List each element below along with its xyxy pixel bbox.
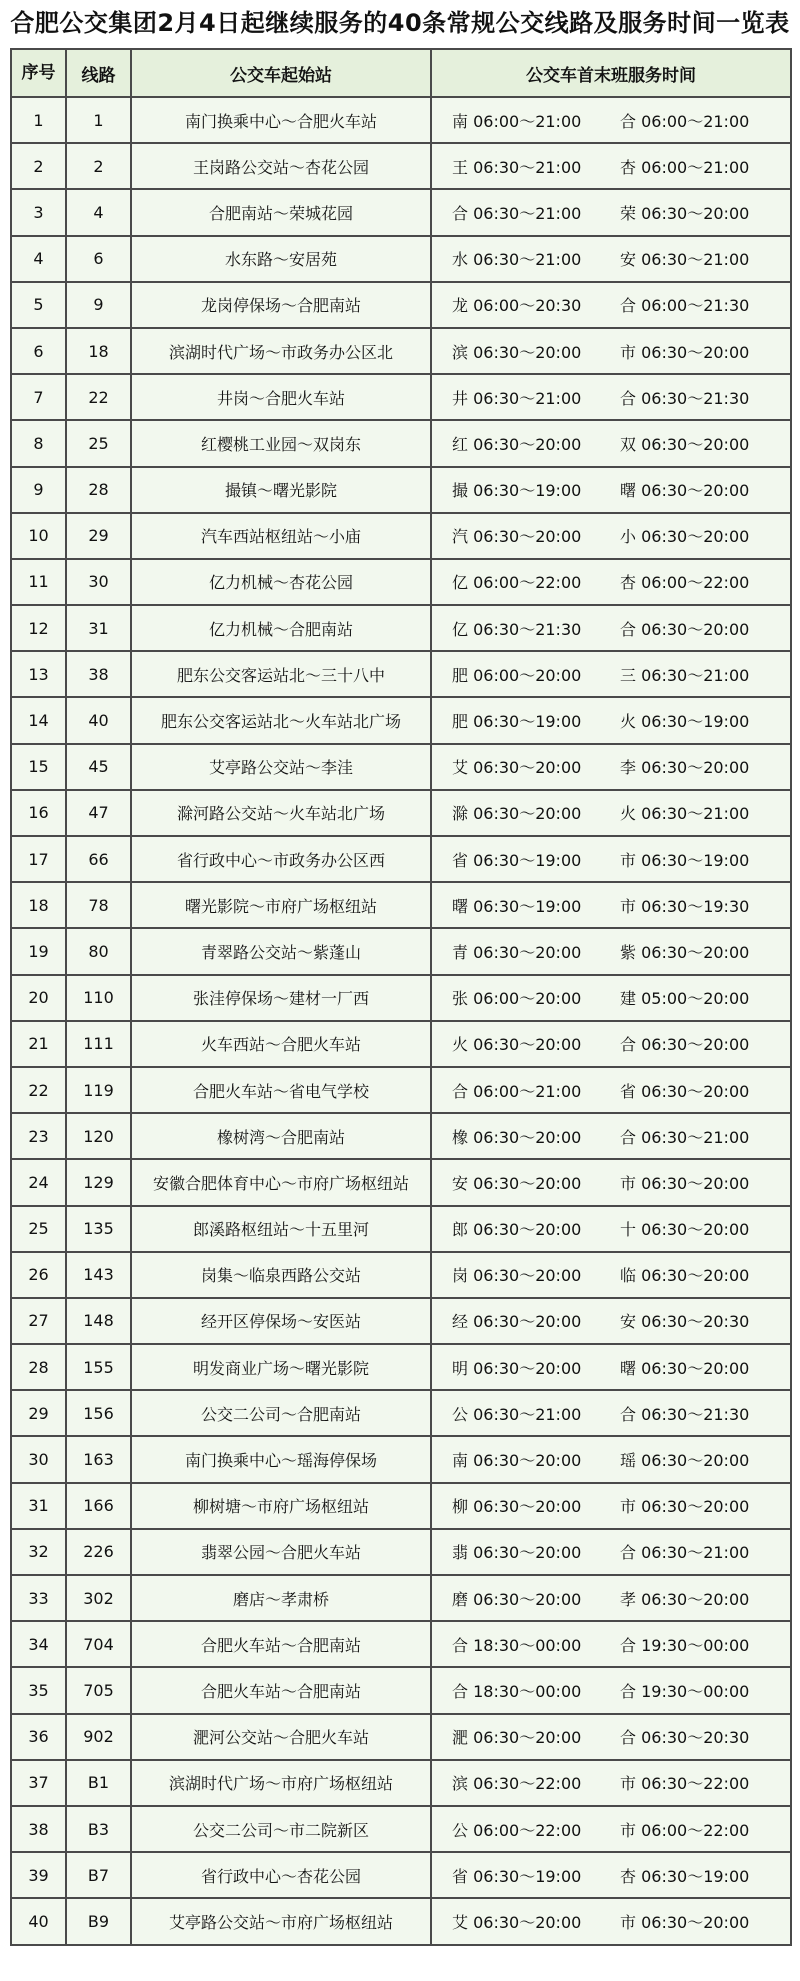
table-row	[11, 975, 791, 1021]
cell-stations: 汽车西站枢纽站～小庙	[131, 513, 431, 559]
cell-seq: 40	[11, 1898, 66, 1944]
cell-route: 4	[66, 189, 131, 235]
cell-route: 135	[66, 1206, 131, 1252]
cell-route: 704	[66, 1621, 131, 1667]
second-terminal-time: 市 06:30～20:00	[620, 1497, 750, 1517]
second-terminal-time: 合 06:30～21:30	[620, 388, 750, 408]
cell-service-times	[431, 1159, 791, 1205]
header-route: 线路	[66, 49, 131, 97]
cell-service-times	[431, 374, 791, 420]
first-terminal-time: 经 06:30～20:00	[452, 1312, 582, 1332]
cell-service-times	[431, 1344, 791, 1390]
first-terminal-time: 安 06:30～20:00	[452, 1173, 582, 1193]
second-terminal-time: 小 06:30～20:00	[620, 527, 750, 547]
first-terminal-time: 亿 06:30～21:30	[452, 619, 582, 639]
table-row	[11, 143, 791, 189]
cell-seq: 36	[11, 1714, 66, 1760]
cell-stations: 亿力机械～杏花公园	[131, 559, 431, 605]
page-title: 合肥公交集团2月4日起继续服务的40条常规公交线路及服务时间一览表	[10, 9, 790, 37]
second-terminal-time: 市 06:30～22:00	[620, 1774, 750, 1794]
cell-route: 18	[66, 328, 131, 374]
second-terminal-time: 双 06:30～20:00	[620, 434, 750, 454]
cell-stations: 井岗～合肥火车站	[131, 374, 431, 420]
cell-seq: 14	[11, 697, 66, 743]
cell-route: 31	[66, 605, 131, 651]
second-terminal-time: 杏 06:30～19:00	[620, 1866, 750, 1886]
cell-route: 1	[66, 97, 131, 143]
cell-seq: 13	[11, 651, 66, 697]
second-terminal-time: 紫 06:30～20:00	[620, 942, 750, 962]
cell-route: B9	[66, 1898, 131, 1944]
cell-stations: 橡树湾～合肥南站	[131, 1113, 431, 1159]
cell-route: 9	[66, 282, 131, 328]
second-terminal-time: 荣 06:30～20:00	[620, 203, 750, 223]
table-row	[11, 1898, 791, 1944]
cell-stations: 合肥南站～荣城花园	[131, 189, 431, 235]
second-terminal-time: 临 06:30～20:00	[620, 1266, 750, 1286]
cell-route: 66	[66, 836, 131, 882]
second-terminal-time: 合 19:30～00:00	[620, 1635, 750, 1655]
table-header-row	[11, 49, 791, 97]
cell-seq: 23	[11, 1113, 66, 1159]
table-body	[11, 97, 791, 1945]
cell-service-times	[431, 1021, 791, 1067]
cell-seq: 2	[11, 143, 66, 189]
first-terminal-time: 合 06:30～21:00	[452, 203, 582, 223]
cell-service-times	[431, 836, 791, 882]
cell-service-times	[431, 1436, 791, 1482]
cell-route: 129	[66, 1159, 131, 1205]
cell-seq: 21	[11, 1021, 66, 1067]
second-terminal-time: 三 06:30～21:00	[620, 665, 750, 685]
second-terminal-time: 李 06:30～20:00	[620, 758, 750, 778]
table-row	[11, 1390, 791, 1436]
first-terminal-time: 合 18:30～00:00	[452, 1681, 582, 1701]
cell-seq: 7	[11, 374, 66, 420]
cell-route: 148	[66, 1298, 131, 1344]
cell-route: 2	[66, 143, 131, 189]
header-times: 公交车首末班服务时间	[431, 49, 791, 97]
first-terminal-time: 艾 06:30～20:00	[452, 758, 582, 778]
cell-route: 705	[66, 1667, 131, 1713]
header-seq: 序号	[11, 49, 66, 97]
first-terminal-time: 汽 06:30～20:00	[452, 527, 582, 547]
table-row	[11, 1667, 791, 1713]
cell-route: 47	[66, 790, 131, 836]
table-row	[11, 1113, 791, 1159]
first-terminal-time: 红 06:30～20:00	[452, 434, 582, 454]
second-terminal-time: 杏 06:00～22:00	[620, 573, 750, 593]
first-terminal-time: 肥 06:00～20:00	[452, 665, 582, 685]
cell-seq: 24	[11, 1159, 66, 1205]
table-row	[11, 697, 791, 743]
cell-route: 902	[66, 1714, 131, 1760]
cell-seq: 33	[11, 1575, 66, 1621]
cell-service-times	[431, 282, 791, 328]
cell-service-times	[431, 1760, 791, 1806]
cell-stations: 南门换乘中心～瑶海停保场	[131, 1436, 431, 1482]
second-terminal-time: 市 06:30～19:30	[620, 896, 750, 916]
second-terminal-time: 合 06:30～21:00	[620, 1127, 750, 1147]
cell-service-times	[431, 97, 791, 143]
second-terminal-time: 合 06:30～20:00	[620, 1035, 750, 1055]
cell-seq: 31	[11, 1483, 66, 1529]
first-terminal-time: 龙 06:00～20:30	[452, 296, 582, 316]
first-terminal-time: 南 06:30～20:00	[452, 1451, 582, 1471]
first-terminal-time: 撮 06:30～19:00	[452, 481, 582, 501]
cell-route: 25	[66, 420, 131, 466]
cell-stations: 滨湖时代广场～市府广场枢纽站	[131, 1760, 431, 1806]
header-stations: 公交车起始站	[131, 49, 431, 97]
cell-route: 156	[66, 1390, 131, 1436]
table-row	[11, 559, 791, 605]
table-row	[11, 1852, 791, 1898]
first-terminal-time: 省 06:30～19:00	[452, 850, 582, 870]
cell-seq: 27	[11, 1298, 66, 1344]
cell-route: 120	[66, 1113, 131, 1159]
cell-service-times	[431, 1714, 791, 1760]
cell-service-times	[431, 1252, 791, 1298]
table-row	[11, 1529, 791, 1575]
first-terminal-time: 合 06:00～21:00	[452, 1081, 582, 1101]
cell-seq: 8	[11, 420, 66, 466]
cell-route: 6	[66, 236, 131, 282]
cell-stations: 龙岗停保场～合肥南站	[131, 282, 431, 328]
cell-service-times	[431, 513, 791, 559]
cell-seq: 32	[11, 1529, 66, 1575]
second-terminal-time: 杏 06:00～21:00	[620, 157, 750, 177]
cell-seq: 34	[11, 1621, 66, 1667]
cell-seq: 4	[11, 236, 66, 282]
cell-service-times	[431, 189, 791, 235]
first-terminal-time: 橡 06:30～20:00	[452, 1127, 582, 1147]
cell-route: 155	[66, 1344, 131, 1390]
first-terminal-time: 张 06:00～20:00	[452, 989, 582, 1009]
cell-stations: 郎溪路枢纽站～十五里河	[131, 1206, 431, 1252]
cell-stations: 水东路～安居苑	[131, 236, 431, 282]
second-terminal-time: 合 06:00～21:30	[620, 296, 750, 316]
cell-stations: 磨店～孝肃桥	[131, 1575, 431, 1621]
cell-route: 110	[66, 975, 131, 1021]
second-terminal-time: 火 06:30～19:00	[620, 712, 750, 732]
second-terminal-time: 市 06:30～20:00	[620, 1173, 750, 1193]
second-terminal-time: 市 06:30～20:00	[620, 1912, 750, 1932]
cell-stations: 公交二公司～合肥南站	[131, 1390, 431, 1436]
first-terminal-time: 曙 06:30～19:00	[452, 896, 582, 916]
cell-seq: 37	[11, 1760, 66, 1806]
cell-stations: 淝河公交站～合肥火车站	[131, 1714, 431, 1760]
cell-route: B3	[66, 1806, 131, 1852]
cell-stations: 张洼停保场～建材一厂西	[131, 975, 431, 1021]
cell-stations: 合肥火车站～合肥南站	[131, 1621, 431, 1667]
cell-seq: 15	[11, 744, 66, 790]
first-terminal-time: 公 06:00～22:00	[452, 1820, 582, 1840]
cell-route: 28	[66, 467, 131, 513]
cell-service-times	[431, 420, 791, 466]
table-row	[11, 1575, 791, 1621]
cell-seq: 29	[11, 1390, 66, 1436]
cell-route: 45	[66, 744, 131, 790]
cell-seq: 17	[11, 836, 66, 882]
table-row	[11, 1206, 791, 1252]
second-terminal-time: 合 06:30～21:00	[620, 1543, 750, 1563]
second-terminal-time: 瑶 06:30～20:00	[620, 1451, 750, 1471]
second-terminal-time: 省 06:30～20:00	[620, 1081, 750, 1101]
cell-service-times	[431, 1529, 791, 1575]
cell-seq: 10	[11, 513, 66, 559]
cell-route: 78	[66, 882, 131, 928]
first-terminal-time: 水 06:30～21:00	[452, 250, 582, 270]
first-terminal-time: 滨 06:30～20:00	[452, 342, 582, 362]
cell-service-times	[431, 1852, 791, 1898]
first-terminal-time: 滨 06:30～22:00	[452, 1774, 582, 1794]
cell-stations: 经开区停保场～安医站	[131, 1298, 431, 1344]
cell-service-times	[431, 1483, 791, 1529]
table-row	[11, 605, 791, 651]
cell-seq: 25	[11, 1206, 66, 1252]
first-terminal-time: 翡 06:30～20:00	[452, 1543, 582, 1563]
second-terminal-time: 安 06:30～20:30	[620, 1312, 750, 1332]
cell-service-times	[431, 882, 791, 928]
table-row	[11, 1252, 791, 1298]
cell-stations: 火车西站～合肥火车站	[131, 1021, 431, 1067]
cell-seq: 6	[11, 328, 66, 374]
cell-seq: 30	[11, 1436, 66, 1482]
cell-stations: 柳树塘～市府广场枢纽站	[131, 1483, 431, 1529]
cell-route: 29	[66, 513, 131, 559]
cell-service-times	[431, 1621, 791, 1667]
cell-stations: 省行政中心～杏花公园	[131, 1852, 431, 1898]
cell-route: 22	[66, 374, 131, 420]
cell-route: 143	[66, 1252, 131, 1298]
second-terminal-time: 合 06:00～21:00	[620, 111, 750, 131]
second-terminal-time: 合 06:30～20:00	[620, 619, 750, 639]
cell-stations: 省行政中心～市政务办公区西	[131, 836, 431, 882]
cell-seq: 5	[11, 282, 66, 328]
cell-stations: 艾亭路公交站～市府广场枢纽站	[131, 1898, 431, 1944]
first-terminal-time: 井 06:30～21:00	[452, 388, 582, 408]
table-row	[11, 467, 791, 513]
first-terminal-time: 明 06:30～20:00	[452, 1358, 582, 1378]
second-terminal-time: 市 06:30～19:00	[620, 850, 750, 870]
cell-service-times	[431, 1667, 791, 1713]
cell-stations: 公交二公司～市二院新区	[131, 1806, 431, 1852]
second-terminal-time: 火 06:30～21:00	[620, 804, 750, 824]
second-terminal-time: 十 06:30～20:00	[620, 1220, 750, 1240]
cell-route: 302	[66, 1575, 131, 1621]
cell-seq: 35	[11, 1667, 66, 1713]
table-row	[11, 1344, 791, 1390]
cell-seq: 1	[11, 97, 66, 143]
cell-seq: 22	[11, 1067, 66, 1113]
cell-seq: 26	[11, 1252, 66, 1298]
cell-service-times	[431, 467, 791, 513]
table-row	[11, 1760, 791, 1806]
second-terminal-time: 曙 06:30～20:00	[620, 481, 750, 501]
cell-service-times	[431, 1298, 791, 1344]
cell-stations: 红樱桃工业园～双岗东	[131, 420, 431, 466]
table-row	[11, 1806, 791, 1852]
first-terminal-time: 岗 06:30～20:00	[452, 1266, 582, 1286]
cell-route: 111	[66, 1021, 131, 1067]
first-terminal-time: 滁 06:30～20:00	[452, 804, 582, 824]
cell-seq: 11	[11, 559, 66, 605]
first-terminal-time: 肥 06:30～19:00	[452, 712, 582, 732]
cell-seq: 39	[11, 1852, 66, 1898]
second-terminal-time: 孝 06:30～20:00	[620, 1589, 750, 1609]
cell-service-times	[431, 143, 791, 189]
first-terminal-time: 王 06:30～21:00	[452, 157, 582, 177]
cell-service-times	[431, 928, 791, 974]
cell-seq: 20	[11, 975, 66, 1021]
table-row	[11, 928, 791, 974]
cell-seq: 38	[11, 1806, 66, 1852]
cell-stations: 翡翠公园～合肥火车站	[131, 1529, 431, 1575]
cell-stations: 岗集～临泉西路公交站	[131, 1252, 431, 1298]
cell-route: 38	[66, 651, 131, 697]
table-row	[11, 374, 791, 420]
cell-stations: 滨湖时代广场～市政务办公区北	[131, 328, 431, 374]
table-row	[11, 1483, 791, 1529]
cell-stations: 亿力机械～合肥南站	[131, 605, 431, 651]
cell-seq: 18	[11, 882, 66, 928]
cell-service-times	[431, 790, 791, 836]
table-row	[11, 1067, 791, 1113]
cell-service-times	[431, 236, 791, 282]
second-terminal-time: 合 06:30～20:30	[620, 1728, 750, 1748]
table-row	[11, 189, 791, 235]
cell-stations: 肥东公交客运站北～火车站北广场	[131, 697, 431, 743]
first-terminal-time: 南 06:00～21:00	[452, 111, 582, 131]
table-row	[11, 1298, 791, 1344]
cell-route: 226	[66, 1529, 131, 1575]
first-terminal-time: 亿 06:00～22:00	[452, 573, 582, 593]
table-row	[11, 1714, 791, 1760]
cell-stations: 青翠路公交站～紫蓬山	[131, 928, 431, 974]
table-row	[11, 882, 791, 928]
cell-route: 40	[66, 697, 131, 743]
cell-service-times	[431, 328, 791, 374]
cell-seq: 19	[11, 928, 66, 974]
cell-service-times	[431, 559, 791, 605]
cell-route: 80	[66, 928, 131, 974]
table-row	[11, 97, 791, 143]
cell-service-times	[431, 1206, 791, 1252]
cell-route: 163	[66, 1436, 131, 1482]
first-terminal-time: 艾 06:30～20:00	[452, 1912, 582, 1932]
first-terminal-time: 公 06:30～21:00	[452, 1404, 582, 1424]
first-terminal-time: 省 06:30～19:00	[452, 1866, 582, 1886]
cell-service-times	[431, 605, 791, 651]
cell-seq: 9	[11, 467, 66, 513]
table-row	[11, 651, 791, 697]
table-row	[11, 282, 791, 328]
second-terminal-time: 建 05:00～20:00	[620, 989, 750, 1009]
second-terminal-time: 市 06:30～20:00	[620, 342, 750, 362]
table-row	[11, 1621, 791, 1667]
cell-stations: 南门换乘中心～合肥火车站	[131, 97, 431, 143]
table-row	[11, 328, 791, 374]
table-row	[11, 1436, 791, 1482]
first-terminal-time: 磨 06:30～20:00	[452, 1589, 582, 1609]
first-terminal-time: 淝 06:30～20:00	[452, 1728, 582, 1748]
cell-stations: 明发商业广场～曙光影院	[131, 1344, 431, 1390]
table-row	[11, 744, 791, 790]
second-terminal-time: 曙 06:30～20:00	[620, 1358, 750, 1378]
cell-route: B1	[66, 1760, 131, 1806]
cell-stations: 艾亭路公交站～李洼	[131, 744, 431, 790]
cell-service-times	[431, 1575, 791, 1621]
cell-stations: 王岗路公交站～杏花公园	[131, 143, 431, 189]
cell-seq: 12	[11, 605, 66, 651]
cell-service-times	[431, 1898, 791, 1944]
cell-stations: 滁河路公交站～火车站北广场	[131, 790, 431, 836]
second-terminal-time: 市 06:00～22:00	[620, 1820, 750, 1840]
table-row	[11, 420, 791, 466]
cell-service-times	[431, 1806, 791, 1852]
cell-seq: 3	[11, 189, 66, 235]
first-terminal-time: 郎 06:30～20:00	[452, 1220, 582, 1240]
first-terminal-time: 青 06:30～20:00	[452, 942, 582, 962]
cell-stations: 肥东公交客运站北～三十八中	[131, 651, 431, 697]
cell-stations: 安徽合肥体育中心～市府广场枢纽站	[131, 1159, 431, 1205]
cell-seq: 16	[11, 790, 66, 836]
cell-stations: 合肥火车站～合肥南站	[131, 1667, 431, 1713]
cell-service-times	[431, 744, 791, 790]
cell-service-times	[431, 697, 791, 743]
first-terminal-time: 合 18:30～00:00	[452, 1635, 582, 1655]
cell-service-times	[431, 1067, 791, 1113]
table-row	[11, 1021, 791, 1067]
cell-stations: 合肥火车站～省电气学校	[131, 1067, 431, 1113]
cell-service-times	[431, 1113, 791, 1159]
table-row	[11, 1159, 791, 1205]
cell-route: B7	[66, 1852, 131, 1898]
cell-service-times	[431, 975, 791, 1021]
table-row	[11, 790, 791, 836]
cell-route: 166	[66, 1483, 131, 1529]
table-row	[11, 236, 791, 282]
cell-route: 30	[66, 559, 131, 605]
second-terminal-time: 合 19:30～00:00	[620, 1681, 750, 1701]
second-terminal-time: 合 06:30～21:30	[620, 1404, 750, 1424]
table-row	[11, 836, 791, 882]
cell-seq: 28	[11, 1344, 66, 1390]
first-terminal-time: 柳 06:30～20:00	[452, 1497, 582, 1517]
table-row	[11, 513, 791, 559]
cell-service-times	[431, 651, 791, 697]
cell-stations: 曙光影院～市府广场枢纽站	[131, 882, 431, 928]
cell-stations: 撮镇～曙光影院	[131, 467, 431, 513]
first-terminal-time: 火 06:30～20:00	[452, 1035, 582, 1055]
cell-route: 119	[66, 1067, 131, 1113]
bus-schedule-table	[10, 48, 792, 1946]
second-terminal-time: 安 06:30～21:00	[620, 250, 750, 270]
cell-service-times	[431, 1390, 791, 1436]
